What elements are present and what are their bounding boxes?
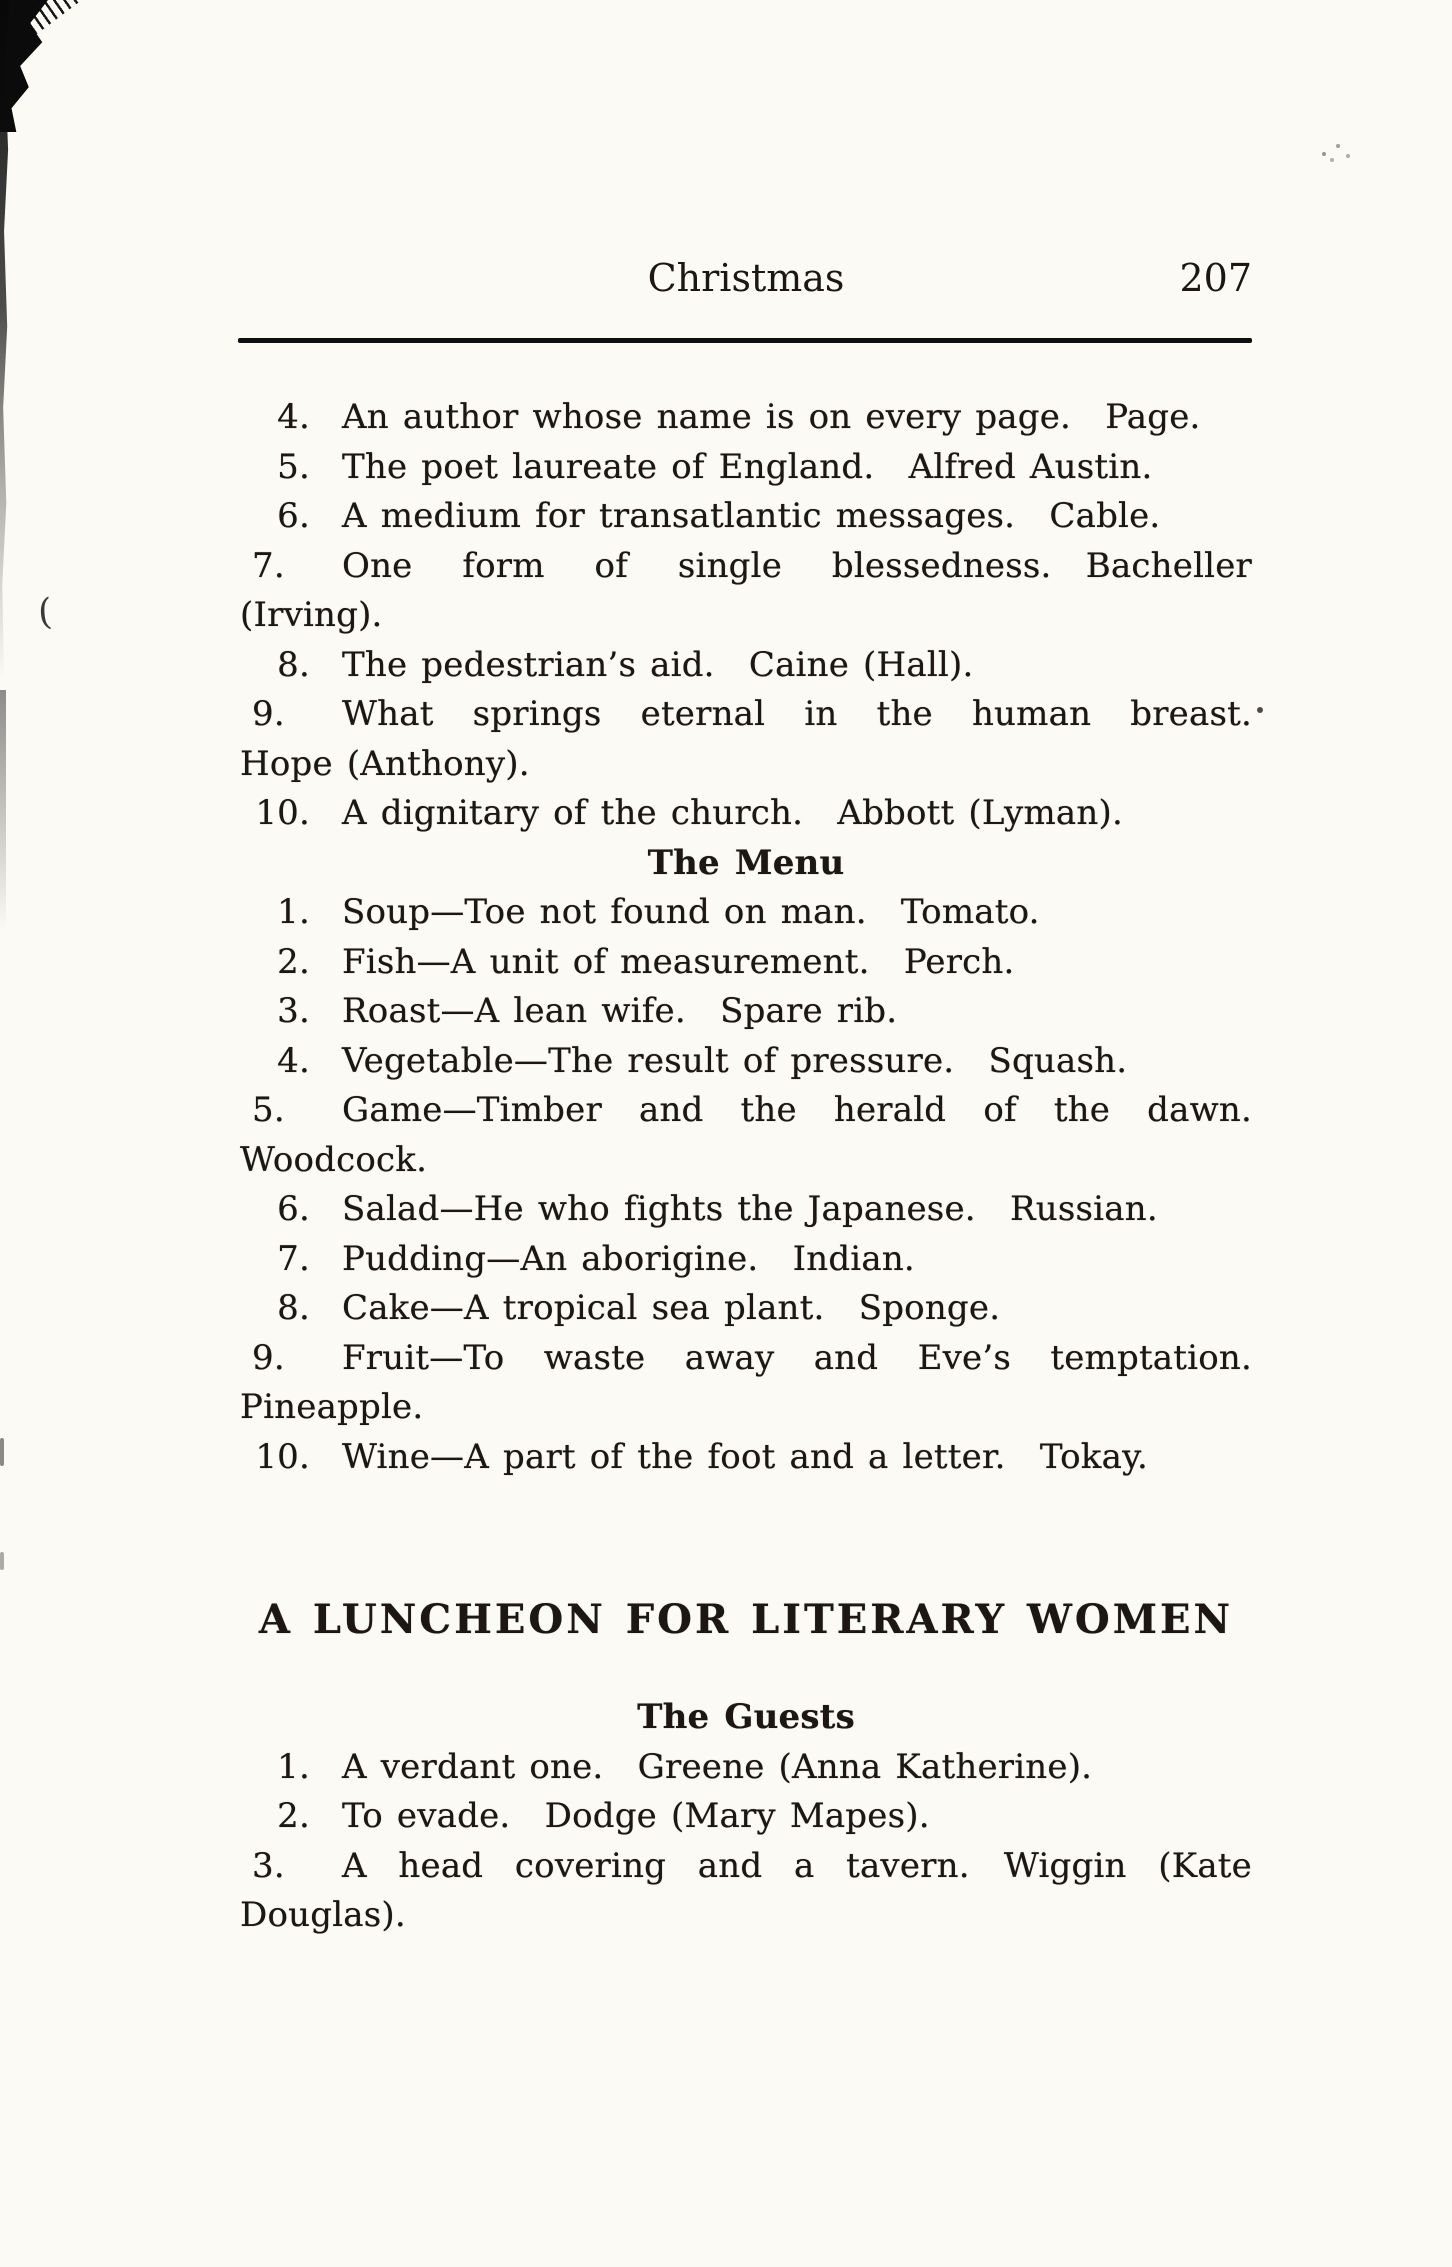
item-first-line — [240, 641, 1252, 691]
item-text: To evade. Dodge (Mary Mapes). — [342, 1796, 930, 1836]
item-first-line — [240, 1334, 1252, 1384]
item-number: 8. — [277, 644, 310, 685]
item-text: A dignitary of the church. Abbott (Lyman). — [342, 793, 1123, 833]
item-first-line — [240, 443, 1252, 493]
item-first-line — [240, 1842, 1252, 1892]
item-first-line — [240, 1037, 1252, 1087]
list-item — [240, 1334, 1252, 1433]
list-item — [240, 492, 1252, 542]
item-continuation-line: Pineapple. — [240, 1387, 424, 1427]
item-number: 9. — [252, 1337, 285, 1378]
scan-artifact-specks — [1322, 152, 1326, 156]
subsection-title: The Guests — [637, 1697, 855, 1737]
item-first-line — [240, 1792, 1252, 1842]
item-number: 4. — [277, 397, 310, 437]
section-heading: A LUNCHEON FOR LITERARY WOMEN — [258, 1596, 1234, 1643]
header-rule — [238, 338, 1252, 343]
item-number: 1. — [277, 892, 310, 932]
item-first-line — [240, 789, 1252, 839]
item-first-line — [240, 1743, 1252, 1793]
item-first-line — [240, 1235, 1252, 1285]
item-number: 7. — [277, 1238, 310, 1279]
item-text: The poet laureate of England. Alfred Austin. — [342, 446, 1153, 487]
list-item — [240, 888, 1252, 938]
item-first-line — [240, 1185, 1252, 1235]
item-text: A head covering and a tavern. Wiggin (Kate — [342, 1845, 1252, 1886]
page-body — [240, 393, 1252, 1941]
item-number: 8. — [277, 1288, 310, 1328]
list-item — [240, 542, 1252, 641]
item-text: Salad—He who fights the Japanese. Russian. — [342, 1189, 1158, 1229]
item-number: 3. — [252, 1845, 285, 1886]
item-text: Roast—A lean wife. Spare rib. — [342, 991, 898, 1031]
item-text: Fish—A unit of measurement. Perch. — [342, 941, 1015, 982]
item-text: Vegetable—The result of pressure. Squash. — [342, 1040, 1128, 1081]
running-title: Christmas — [647, 256, 845, 300]
item-number: 5. — [252, 1090, 285, 1130]
item-number: 10. — [255, 1436, 310, 1477]
item-first-line — [240, 492, 1252, 542]
scan-artifact-ink-dot — [1257, 707, 1263, 713]
item-text: Wine—A part of the foot and a letter. Tokay. — [342, 1436, 1148, 1477]
list-item — [240, 1185, 1252, 1235]
list-item — [240, 938, 1252, 988]
item-first-line — [240, 987, 1252, 1037]
item-text: Fruit—To waste away and Eve’s temptation. — [342, 1337, 1252, 1378]
list-item — [240, 393, 1252, 443]
item-text: One form of single blessedness. Bacheller — [342, 545, 1252, 586]
list-item — [240, 1284, 1252, 1334]
item-continuation-line: Douglas). — [240, 1895, 406, 1935]
list-item — [240, 1743, 1252, 1793]
item-number: 2. — [277, 941, 310, 982]
item-continuation-line: Hope (Anthony). — [240, 743, 530, 784]
item-text: Cake—A tropical sea plant. Sponge. — [342, 1288, 1001, 1328]
subsection-title: The Menu — [647, 842, 845, 883]
item-first-line — [240, 1433, 1252, 1483]
item-text: Soup—Toe not found on man. Tomato. — [342, 892, 1040, 932]
list-item — [240, 1235, 1252, 1285]
item-text: Game—Timber and the herald of the dawn. — [342, 1090, 1252, 1130]
item-number: 3. — [277, 991, 310, 1031]
list-item — [240, 789, 1252, 839]
list-item — [240, 1842, 1252, 1941]
list-item — [240, 1086, 1252, 1185]
list-item — [240, 1433, 1252, 1483]
item-text: Pudding—An aborigine. Indian. — [342, 1238, 915, 1279]
list-item — [240, 641, 1252, 691]
item-text: An author whose name is on every page. Page. — [342, 397, 1201, 437]
item-text: What springs eternal in the human breast. — [342, 694, 1252, 734]
list-item — [240, 443, 1252, 493]
list-item — [240, 690, 1252, 789]
item-continuation-line: Woodcock. — [240, 1139, 428, 1180]
item-first-line — [240, 1284, 1252, 1334]
item-first-line — [240, 690, 1252, 740]
item-first-line — [240, 393, 1252, 443]
item-number: 6. — [277, 496, 310, 536]
item-first-line — [240, 888, 1252, 938]
scan-artifact-left-edge-2 — [0, 690, 6, 930]
list-item — [240, 1792, 1252, 1842]
item-number: 6. — [277, 1189, 310, 1229]
item-text: A verdant one. Greene (Anna Katherine). — [342, 1746, 1093, 1787]
item-number: 10. — [255, 793, 310, 833]
item-number: 4. — [277, 1040, 310, 1081]
item-number: 1. — [277, 1746, 310, 1787]
item-first-line — [240, 542, 1252, 592]
page-header — [240, 256, 1252, 304]
page-number: 207 — [1179, 256, 1252, 300]
scan-artifact-edge-tick — [0, 1552, 4, 1570]
item-text: The pedestrian’s aid. Caine (Hall). — [342, 644, 974, 685]
item-continuation-line: (Irving). — [240, 595, 383, 635]
list-item — [240, 1037, 1252, 1087]
item-number: 7. — [252, 545, 285, 586]
item-first-line — [240, 1086, 1252, 1136]
list-item — [240, 987, 1252, 1037]
scan-artifact-edge-tick — [0, 1438, 4, 1466]
margin-paren-mark: ( — [36, 591, 54, 634]
item-number: 9. — [252, 694, 285, 734]
item-number: 5. — [277, 446, 310, 487]
item-number: 2. — [277, 1796, 310, 1836]
item-text: A medium for transatlantic messages. Cable. — [342, 496, 1161, 536]
item-first-line — [240, 938, 1252, 988]
